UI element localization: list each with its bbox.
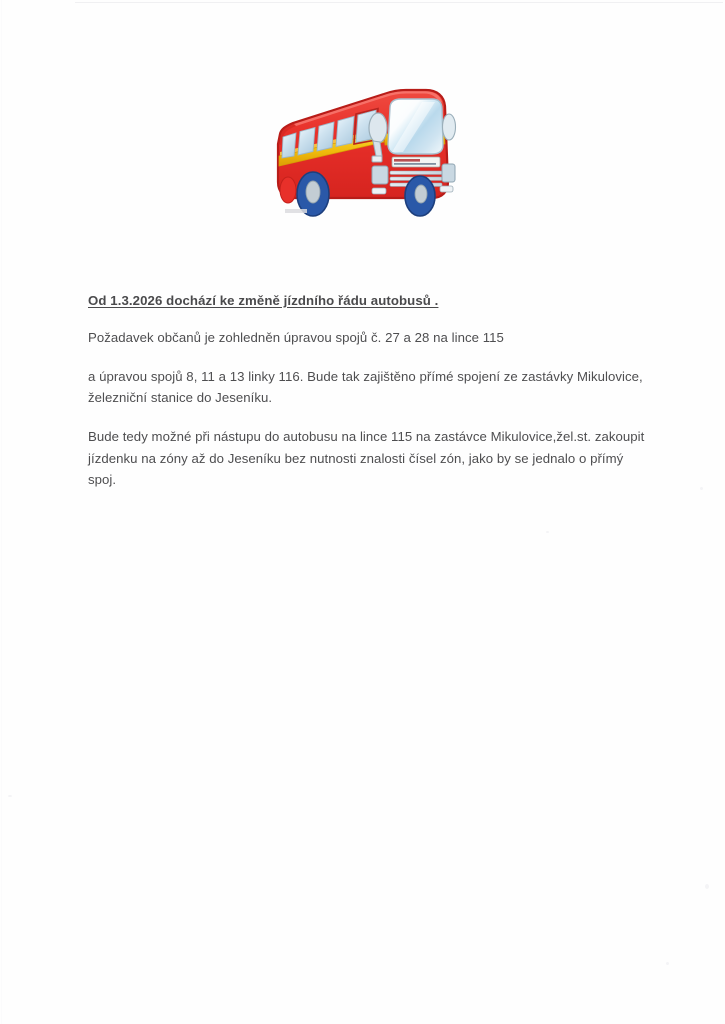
bus-destination-text-line	[394, 159, 420, 162]
bus-right-mirror	[443, 114, 456, 140]
bus-side-window	[317, 122, 334, 151]
bus-side-window	[336, 116, 354, 146]
bus-rear-hubcap	[306, 181, 320, 203]
bus-grille-bar	[390, 171, 442, 174]
bus-destination-sign	[392, 157, 440, 167]
document-heading: Od 1.3.2026 dochází ke změně jízdního řádu autobusů .	[88, 293, 439, 308]
bus-illustration	[272, 82, 458, 224]
scan-artifact	[666, 962, 669, 965]
bus-fog-light-left	[372, 188, 386, 194]
bus-headlight-left	[372, 166, 388, 184]
document-paragraph-3: Bude tedy možné při nástupu do autobusu na lince 115 na zastávce Mikulovice,žel.st. zakoupit jízdenku na zóny až do Jeseníku bez nutnosti znalosti čísel zón, jako by se jednalo o přímý spoj.	[88, 429, 645, 488]
scan-artifact	[705, 884, 709, 889]
bus-rear-arch	[280, 177, 296, 203]
document-paragraph-2: a úpravou spojů 8, 11 a 13 linky 116. Bude tak zajištěno přímé spojení ze zastávky Mikulovice, železniční stanice do Jeseníku.	[88, 368, 643, 405]
scan-artifact	[546, 531, 549, 533]
scan-artifact	[700, 487, 703, 490]
scan-artifact	[8, 795, 12, 797]
bus-fog-light-right	[440, 186, 453, 192]
bus-headlight-right	[442, 164, 455, 182]
bus-mirror-base	[372, 156, 382, 162]
document-text-block	[88, 292, 648, 490]
scan-watermark	[285, 209, 307, 213]
scan-edge-left	[1, 0, 2, 1024]
bus-side-window	[298, 128, 315, 156]
document-paragraph-1: Požadavek občanů je zohledněn úpravou spojů č. 27 a 28 na lince 115	[88, 330, 504, 346]
bus-destination-text-line	[394, 163, 436, 165]
scan-edge-top	[75, 2, 723, 3]
bus-side-window	[282, 133, 296, 158]
bus-side-mirror	[369, 113, 387, 143]
bus-front-hubcap	[415, 185, 427, 203]
